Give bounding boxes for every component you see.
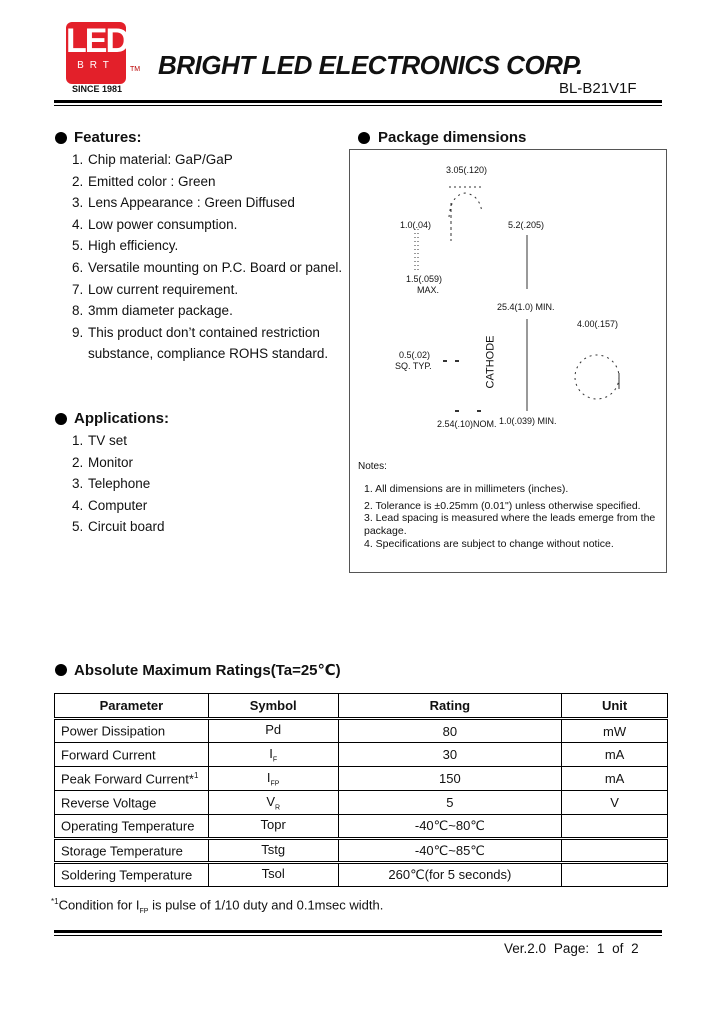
- list-item: 9. This product don’t contained restriction: [72, 324, 320, 340]
- list-item: substance, compliance ROHS standard.: [88, 346, 329, 362]
- note-item: 1. All dimensions are in millimeters (inches).: [364, 483, 569, 495]
- dim-lens-width: 3.05(.120): [446, 165, 488, 175]
- table-row: [55, 719, 668, 743]
- page-label: Page:: [553, 941, 590, 956]
- list-item: 8. 3mm diameter package.: [72, 303, 233, 319]
- features-list: [72, 149, 342, 365]
- symbol-cell: Pd: [208, 719, 338, 743]
- footer-divider: [54, 930, 662, 933]
- header-divider-thin: [54, 105, 662, 106]
- footer-divider-thin: [54, 935, 662, 936]
- rating-cell: 150: [338, 767, 562, 791]
- rating-cell: 80: [338, 719, 562, 743]
- ratings-footnote: $^{*1}$Condition for $I_{FP}$ is pulse of 1/10 duty and 0.1msec width.: [51, 897, 384, 915]
- dim-lead-min: 1.0(.039) MIN.: [499, 416, 557, 426]
- dim-height: 5.2(.205): [508, 220, 545, 230]
- table-row: [55, 839, 668, 863]
- param-cell: Storage Temperature: [55, 839, 209, 863]
- list-item: 5. High efficiency.: [72, 238, 179, 254]
- page-total: 2: [631, 941, 639, 956]
- dim-lead-square: 0.5(.02): [399, 350, 431, 360]
- symbol-cell: $V_R$: [208, 791, 338, 815]
- package-drawing: [349, 149, 667, 439]
- logo-trademark: TM: [130, 66, 141, 73]
- table-header-row: [55, 694, 668, 719]
- list-item: 4. Low power consumption.: [72, 216, 238, 232]
- list-item: 2. Monitor: [72, 454, 134, 470]
- package-title: Package dimensions: [378, 129, 527, 146]
- note-item: 3. Lead spacing is measured where the leads emerge from the package.: [364, 512, 656, 537]
- list-item: 3. Telephone: [72, 476, 151, 492]
- list-item: 4. Computer: [72, 497, 148, 513]
- features-title: Features:: [74, 129, 142, 146]
- features-bullet-icon: [55, 132, 67, 144]
- note-item: 4. Specifications are subject to change without notice.: [364, 538, 614, 550]
- column-header: Parameter: [55, 694, 209, 719]
- list-item: 5. Circuit board: [72, 519, 165, 535]
- unit-cell: [562, 863, 668, 887]
- applications-bullet-icon: [55, 413, 67, 425]
- param-cell: Forward Current: [55, 743, 209, 767]
- since-label: SINCE 1981: [72, 84, 123, 94]
- symbol-cell: Tsol: [208, 863, 338, 887]
- logo-subtext: BRT: [77, 60, 115, 71]
- table-row: [55, 863, 668, 887]
- unit-cell: [562, 815, 668, 839]
- param-cell: Operating Temperature: [55, 815, 209, 839]
- unit-cell: mW: [562, 719, 668, 743]
- unit-cell: V: [562, 791, 668, 815]
- list-item: 6. Versatile mounting on P.C. Board or panel.: [72, 259, 343, 275]
- applications-list: [72, 430, 165, 538]
- dim-max: 1.5(.059): [406, 274, 443, 284]
- symbol-cell: $I_F$: [208, 743, 338, 767]
- param-cell: Peak Forward Current*$^1$: [55, 767, 209, 791]
- version-label: Ver.2.0: [504, 941, 547, 956]
- rating-cell: -40℃~85℃: [338, 839, 562, 863]
- table-row: [55, 815, 668, 839]
- unit-cell: mA: [562, 767, 668, 791]
- company-name: BRIGHT LED ELECTRONICS CORP.: [158, 50, 583, 80]
- dim-lead-square-label: SQ. TYP.: [395, 361, 432, 371]
- dim-lead-length: 25.4(1.0) MIN.: [497, 302, 555, 312]
- column-header: Unit: [562, 694, 668, 719]
- page-of-label: of: [612, 941, 624, 956]
- column-header: Rating: [338, 694, 562, 719]
- symbol-cell: Topr: [208, 815, 338, 839]
- table-row: [55, 791, 668, 815]
- ratings-table: [54, 693, 668, 887]
- list-item: 7. Low current requirement.: [72, 281, 239, 297]
- rating-cell: 260℃(for 5 seconds): [338, 863, 562, 887]
- list-item: 1. TV set: [72, 433, 128, 448]
- list-item: 3. Lens Appearance : Green Diffused: [72, 195, 295, 211]
- symbol-cell: Tstg: [208, 839, 338, 863]
- page-footer: [504, 941, 643, 956]
- list-item: 2. Emitted color : Green: [72, 173, 216, 189]
- table-row: [55, 743, 668, 767]
- applications-title: Applications:: [74, 410, 170, 427]
- notes-title: Notes:: [358, 461, 387, 472]
- cathode-label: CATHODE: [484, 335, 497, 389]
- page-number: 1: [596, 941, 605, 956]
- part-number: BL-B21V1F: [559, 80, 637, 97]
- package-bullet-icon: [358, 132, 370, 144]
- table-row: [55, 767, 668, 791]
- dim-flange: 1.0(.04): [400, 220, 432, 230]
- unit-cell: [562, 839, 668, 863]
- note-item: 2. Tolerance is ±0.25mm (0.01") unless otherwise specified.: [364, 500, 641, 512]
- header-divider: [54, 100, 662, 103]
- column-header: Symbol: [208, 694, 338, 719]
- ratings-title: Absolute Maximum Ratings(Ta=25℃): [74, 662, 341, 679]
- ratings-bullet-icon: [55, 664, 67, 676]
- dim-lead-spacing: 2.54(.10)NOM.: [437, 419, 497, 429]
- dim-max-label: MAX.: [417, 285, 440, 295]
- list-item: 1. Chip material: GaP/GaP: [72, 152, 233, 167]
- rating-cell: -40℃~80℃: [338, 815, 562, 839]
- param-cell: Reverse Voltage: [55, 791, 209, 815]
- unit-cell: mA: [562, 743, 668, 767]
- logo-text: LED: [66, 22, 128, 60]
- param-cell: Power Dissipation: [55, 719, 209, 743]
- symbol-cell: $I_{FP}$: [208, 767, 338, 791]
- param-cell: Soldering Temperature: [55, 863, 209, 887]
- rating-cell: 30: [338, 743, 562, 767]
- dim-body-diameter: 4.00(.157): [577, 319, 619, 329]
- rating-cell: 5: [338, 791, 562, 815]
